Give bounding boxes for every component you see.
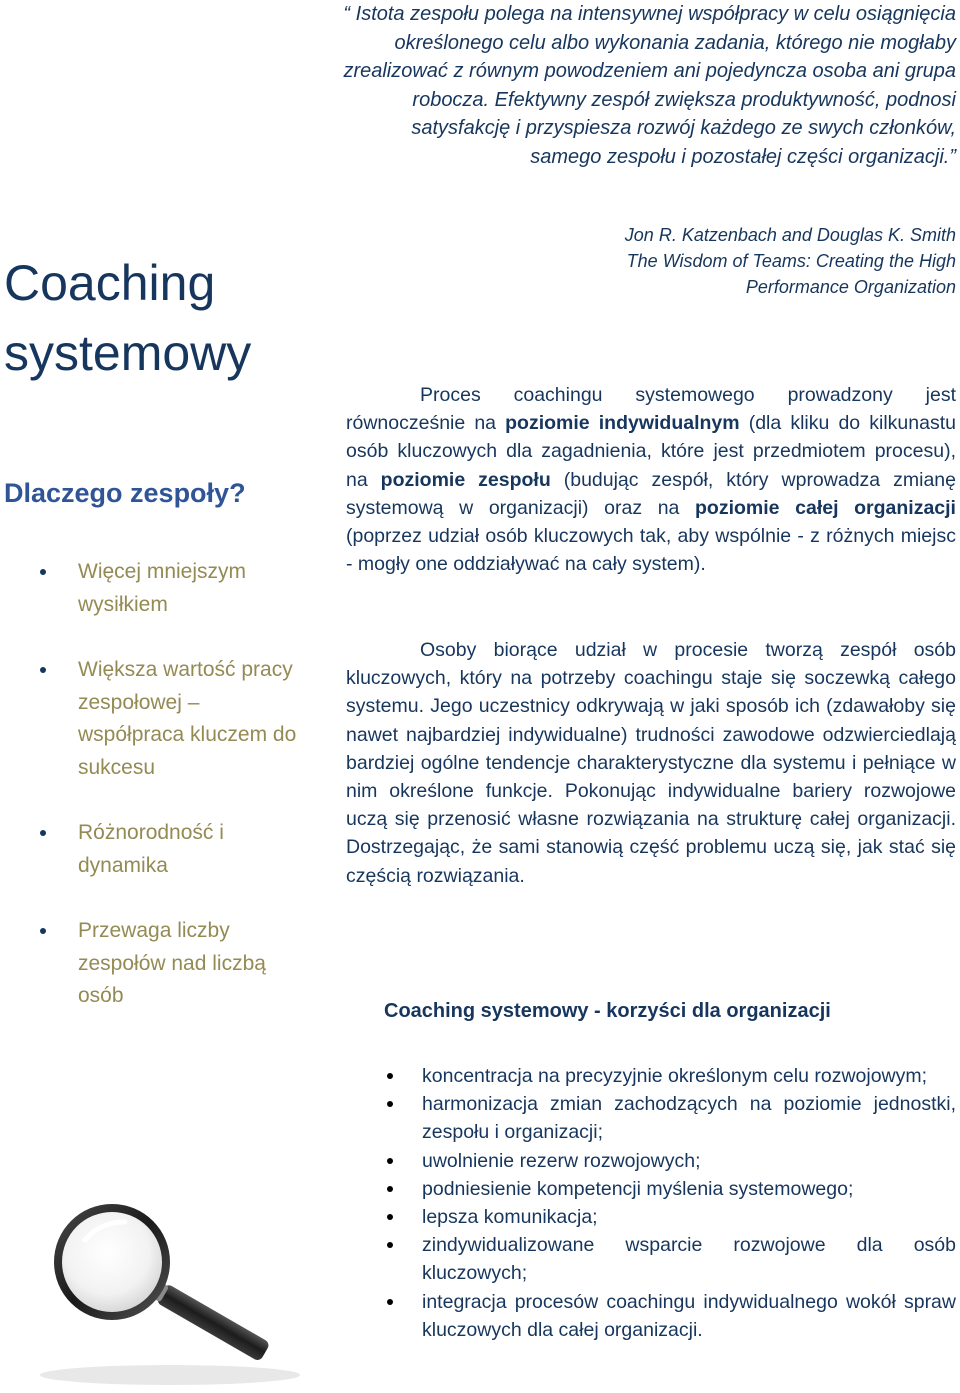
quote-source-line-2: Performance Organization [745, 277, 956, 297]
quote-source-line-1: The Wisdom of Teams: Creating the High [626, 251, 956, 271]
list-item: Przewaga liczby zespołów nad liczbą osób [40, 915, 310, 1013]
bullet-icon [387, 1299, 393, 1305]
list-item: Większa wartość pracy zespołowej – współpraca kluczem do sukcesu [40, 654, 310, 784]
quote-citation [540, 222, 956, 300]
participants-paragraph: Osoby biorące udział w procesie tworzą zespół osób kluczowych, który na potrzeby coachingu staje się soczewką całego systemu. Jego uczestnicy odkrywają w jaki sposób ich (zdawałoby się nawet najbardziej indywidualne) trudności zawodowe odzwierciedlają bardziej ogólne tendencje charakterystyczne dla systemu i pełniące w nim określone funkcje. Pokonując indywidualne bariery rozwojowe uczą się przenosić własne rozwiązania na strukturę całej organizacji. Dostrzegając, że sami stanowią część problemu uczą się, jak stać się częścią rozwiązania. [346, 639, 956, 887]
magnifying-glass-icon [30, 1180, 320, 1390]
bullet-icon [40, 667, 46, 673]
benefits-heading: Coaching systemowy - korzyści dla organizacji [384, 1000, 831, 1022]
list-item: koncentracja na precyzyjnie określonym celu rozwojowym; [386, 1062, 956, 1090]
list-item: zindywidualizowane wsparcie rozwojowe dla osób kluczowych; [386, 1231, 956, 1287]
benefits-list [386, 1062, 956, 1344]
bullet-icon [387, 1186, 393, 1192]
list-item: Różnorodność i dynamika [40, 817, 310, 882]
list-item: podniesienie kompetencji myślenia systemowego; [386, 1175, 956, 1203]
list-item: harmonizacja zmian zachodzących na poziomie jednostki, zespołu i organizacji; [386, 1090, 956, 1146]
quote-text: “ Istota zespołu polega na intensywnej współpracy w celu osiągnięcia określonego celu albo wykonania zadania, którego nie mogłaby zrealizować z równym powodzeniem ani pojedyncza osoba ani grupa robocza. Efektywny zespół zwiększa produktywność, podnosi satysfakcję i przyspiesza rozwój każdego ze swych członków, samego zespołu i pozostałej części organizacji.” [343, 3, 956, 168]
page-title: Coaching systemowy [4, 255, 252, 381]
bullet-icon [40, 830, 46, 836]
quote-author: Jon R. Katzenbach and Douglas K. Smith [624, 225, 956, 245]
bullet-icon [387, 1101, 393, 1107]
process-paragraph: Proces coachingu systemowego prowadzony jest równocześnie na poziomie indywidualnym (dla kliku do kilkunastu osób kluczowych dla zagadnienia, które jest przedmiotem procesu), na poziomie zespołu (budując zespół, który wprowadza zmianę systemową w organizacji) oraz na poziomie całej organizacji (poprzez udział osób kluczowych tak, aby wspólnie - z różnych miejsc - mogły one oddziaływać na cały system). [346, 384, 956, 576]
bullet-icon [40, 569, 46, 575]
bullet-icon [387, 1073, 393, 1079]
bullet-icon [40, 928, 46, 934]
list-item: lepsza komunikacja; [386, 1203, 956, 1231]
list-item: Więcej mniejszym wysiłkiem [40, 556, 310, 621]
list-item: integracja procesów coachingu indywidualnego wokół spraw kluczowych dla całej organizacji. [386, 1288, 956, 1344]
why-teams-list [40, 556, 310, 1046]
bullet-icon [387, 1214, 393, 1220]
list-item: uwolnienie rezerw rozwojowych; [386, 1147, 956, 1175]
why-teams-heading: Dlaczego zespoły? [4, 478, 246, 508]
bullet-icon [387, 1158, 393, 1164]
bullet-icon [387, 1242, 393, 1248]
